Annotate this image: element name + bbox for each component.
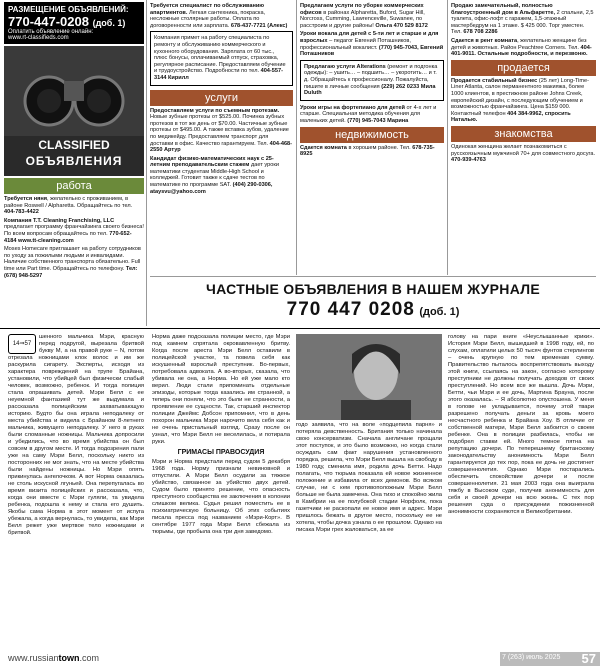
page-footer bbox=[0, 652, 600, 666]
ad-c2-3: Предоставляем услуги по съемным протезам. Новые зубные протезы от $525.00. Починка зубных протезов в тот же день от $70.00. Частичные зубные протезы от $495.00. А также вставка зубов, удаление по медикейду. Предоставляем транспорт для доставки в офис. Качество гарантируем. Тел. 404-468-2550 Артур bbox=[150, 107, 293, 154]
article-subheading: ГРИМАСЫ ПРАВОСУДИЯ bbox=[177, 449, 265, 456]
ad-c2-2-box bbox=[150, 31, 293, 85]
private-ads-banner bbox=[150, 276, 596, 327]
page-number-box bbox=[500, 652, 600, 666]
binoculars-icon bbox=[4, 46, 144, 136]
article-text-1: шенного мальчика Мэри, красную перед подругой, вырезала бритвой букву М, а на правой руке – N, потом отрезала ножницами клок волос и им же раскурила сигарету. Эксперты, исходя из характера повреждений на трупе Брайана, установили, что убийцей был физически слабый человек, возможно, ребенок. И тогда полиция стала опрашивать детей. Мэри Белл с ее неуемной фантазией тут же выдумала и рассказала полицейским захватывающую историю. Будто бы она играла неподалеку от места убийства и видела с Брайаном 8-летнего мальчика, живущего неподалеку. У него в руках были сломанные ножницы. Мальчика допросили и убедились, что во время убийства он был совсем в другом месте. И тогда подозрения пали уже на саму Мэри Белл, поскольку никто из посторонних не мог знать, что на месте убийства были найдены ножницы. Но Мэри опять прикинулась ангелочком. А вот Норма оказалась не столь искусной лгуньей. Она перепугалась во время визита полицейских и рассказала, что, когда они вместе с Мэри гуляли, та увидела ребенка, подошла к нему и стала его душить. Якобы сама Норма в этот момент от испуга убежала, а когда вернулась, то увидела, как Мэри Белл режет уже мертвое тело ножницами и бритвой. bbox=[8, 334, 144, 536]
placement-title: РАЗМЕЩЕНИЕ ОБЪЯВЛЕНИЙ: bbox=[8, 5, 129, 14]
section-work: работа bbox=[4, 178, 144, 194]
article-col-4 bbox=[448, 334, 594, 516]
banner-ext: (доб. 1) bbox=[419, 306, 460, 318]
placement-phone-row bbox=[8, 14, 140, 29]
article-text-2a: Норма даже подсказала полиции место, где Мэри под камнем спрятала окровавленную бритву. Когда после ареста Мэри Белл оставили в полицейской участке, та повела себя как искушенный взрослый преступник. Во-первых, потребовала адвоката. А во-вторых, сказала, что убивала не она, а Норма. Но ей уже мало кто верил. Люди стали припоминать отдельные эпизоды, которые тогда казались им странной, а теперь они поняли, что это были не странности, а проявление ее сущности. Так, старший инспектор полиции Джеймс Добсон припомнил, что в день похорон мальчика Мэри нарочито вела себя как и не очень пристальный взгляд. Сразу после он узнал, что Мэри Белл не веселилась, и потирала руки. bbox=[152, 334, 290, 445]
ad-c3-4: Уроки игры на фортепиано для детей от 4-х лет и старше. Специальная методика обучения для маленьких детей. (770) 945-7043 Марина bbox=[300, 104, 437, 124]
placement-ext: (доб. 1) bbox=[92, 18, 126, 28]
article-col-1 bbox=[8, 334, 144, 537]
ad-c1-1: Требуется няня, желательно с проживанием, в районе Roswell / Alpharetta. Обращайтесь по тел. 404-783-4422 bbox=[4, 196, 133, 216]
ad-c4-2: Сдается в рент комната, желательно женщине без детей и животных. Район Peachtree Corners. Тел. 404-401-9011. Остальные подробности, и перезвоню. bbox=[451, 37, 592, 58]
column-2 bbox=[150, 0, 293, 197]
placement-url[interactable]: www.rt-classifieds.com bbox=[8, 35, 69, 41]
article-col-2 bbox=[152, 334, 290, 536]
ad-c1-3: Moses Homecare приглашает на работу сотрудников по уходу за пожилыми людьми и инвалидами. Наличие собственного транспорта обязательно. Full time или Part time. Обращайтесь по телефону. Тел: (678) 948-5297 bbox=[4, 246, 141, 279]
ad-c4-4: Одинокая женщина желает познакомиться с русскоязычным мужчиной 70+ для совместного досуга. 470-939-4763 bbox=[451, 143, 596, 164]
section-rule bbox=[0, 328, 600, 329]
ad-c3-3: Предлагаю услуги Alterations (ремонт и подгонка одежды): – ушить… – подшить… – укоротить… и т. д. Обращайтесь к профессионалу. Пожалуйста, пишите в личные сообщения (229) 262 0233 Мила Duluth bbox=[304, 63, 438, 97]
crime-icon: 14⇒57 bbox=[8, 334, 36, 354]
article-photo bbox=[296, 334, 442, 420]
divider-2 bbox=[296, 0, 297, 275]
ad-c4-1: Продаю замечательный, полностью благоустроенный дом в Альфаретте, 2 спальни, 2,5 туалета, офис-лофт с гаражем, 1,5-этажный мастербедрум на 1 этаже. $ 425 000. Торг уместен. Тел. 678 708 2286 bbox=[451, 3, 594, 36]
section-services: услуги bbox=[150, 90, 293, 106]
ad-c2-1: Требуется специалист по обслуживанию апартментов. Легкая сантехника, покраска, несложные столярные работы. Оплата по договоренности или зарплата. 678-437-7721 (Алекс) bbox=[150, 3, 288, 29]
divider-1 bbox=[146, 0, 147, 326]
column-4 bbox=[451, 0, 596, 166]
classified-title: ОБЪЯВЛЕНИЯ bbox=[25, 154, 123, 168]
issue-info: 7 (263) июль 2025 bbox=[502, 654, 561, 661]
ad-c4-3: Продается стабильный бизнес (25 лет) Long-Time-Liner Atlanta, салон перманентного макияжа, более 1000 клиентов, в престижном районе Johns Creek, европейский дизайн, с последующим обучением и возможностью франчайзинга. Цена $159 000. Контактный телефон 404 384-9962, спросить Наталью. bbox=[451, 77, 590, 124]
ad-c3-3-box bbox=[300, 60, 444, 101]
footer-url[interactable]: www.russiantown.com bbox=[8, 653, 100, 663]
banner-title: ЧАСТНЫЕ ОБЪЯВЛЕНИЯ В НАШЕМ ЖУРНАЛЕ bbox=[205, 281, 541, 297]
page-number: 57 bbox=[581, 651, 596, 666]
article-text-3: годо заявила, что на воле «подцепила парня» и потеряла девственность. Британия только начинала свою консерватизм. Сначала англичане прощали этот поступок, и это было возможно, но когда стали осуждать сам факт нарушения установленного порядка, решила, что Мэри Белл вышла на свободу в 1980 году, сменила имя, родила дочь Бетти. Надо полагать, что тюрьма показала ей новое жизненное положение и избавила от всех демонов. Во всяком случае, ни с кем противоположным Мэри Белл больше не была замечена. Она тихо и спокойно жила в Камбрии на ее полубокой стадии Норфолк, пока газетчики не раскопали ее новое имя и адрес. Мэри пришлось бежать в другое место, поскольку ее не хотела, чтобы дочка узнала о ее прошлом. Однако на писака Мэри грех жаловаться, за ее bbox=[296, 422, 442, 533]
ad-c3-2: Уроки вокала для детей с 5-ти лет и старше и для взрослых – педагог Евгений Поташников, профессиональный вокалист. (770) 945-7043, Евгений Поташников bbox=[300, 31, 444, 58]
placement-phone: 770-447-0208 bbox=[8, 14, 89, 29]
banner-phone-row bbox=[150, 299, 596, 321]
ad-c2-4: Кандидат физико-математических наук с 25-летним преподавательским стажем дает уроки математики студентам Middle-High School и колледжей. Готовит также к сдаче тестов по математике по программе SAT. (404) 290-0306, ataysvu@yahoo.com bbox=[150, 155, 279, 195]
section-realty: недвижимость bbox=[300, 127, 444, 143]
article-text-2b: Мэри и Норма предстали перед судом 5 декабря 1968 года. Норму признали невиновной и отпустили. А Мэри Белл осудили за тяжкое убийство, связанное за убийство двух детей. Судом было принято решение, что опасность преступного сообщества ее заключения в колонии слишком велика. Судья решил поместить ее в психиатрическую больницу. Об этих событиях писала пресса под названием «Мэри-Корт». В сентябре 1977 года Мэри Белл сбежала из тюрьмы, где пробыла она три дня заведомо. bbox=[152, 459, 290, 535]
column-3 bbox=[300, 0, 444, 160]
placement-line: Оплатить объявление онлайн: bbox=[8, 29, 94, 35]
portrait-image bbox=[296, 334, 442, 420]
placement-box bbox=[4, 2, 144, 44]
ad-c2-2: Компания примет на работу специалиста по ремонту и обслуживанию коммерческого и кухонного оборудования. Зарплата от 60 тыс., плюс бонусы, оплачиваемый отпуск, страховка, регулярное расписание. Предоставляем обучение и трудоустройство. Подробности по тел. 404-557-3144 Кирилл bbox=[154, 35, 286, 81]
ad-c1-2: Компания T.T. Cleaning Franchising, LLC предлагает программу франчайзинга своего бизнеса! По всем вопросам обращайтесь по тел. 770-652-4184 www.tt-cleaning.com bbox=[4, 217, 144, 244]
classified-image bbox=[4, 46, 144, 176]
article-text-4: голову на пари книге «Неуслышанные крики». История Мэри Белл, вышедшей в 1998 году, ей, по слухам, оплатили целых 50 тысяч фунтов стерлингов – очень крупную по тем временам сумму. Правительство пыталось воспрепятствовать выходу этой книги, ссылаясь на закон, согласно которому преступники не должны получать доходов от своих преступлений. Но всем все же вышла. Дочь Мэри, Бетти, чьи Мэри и ее дочь, Мартина Брауна, после этого оказалась. – Я абсолютно опустошена. У меня в голове не укладывается, почему этой твари разрешено получать деньги за кровь моего несчастного ребенка и Брайана Хоу. В отличие от собственной матери, Мэри Белл забоится о своем ребенке. Она в полиции разбилась, чтобы не подобрел ставки ей. Много темное пятна на репутацию дочери. По теперешнему британскому законодательству анонимность Мэри Белл гарантируется до тех пор, пока ее дочь не достигнет совершеннолетия. Однако Мэри постарались обеспечить спокойствие дочери и после совершеннолетия. 21 мая 2003 года она выиграла тяжбу в Высоком суде, получив анонимность для себя и своей дочери на всю жизнь. С тех пор решения суда о присуждении пожизненной анонимности сохраняются в Великобритании. bbox=[448, 334, 594, 515]
divider-3 bbox=[447, 0, 448, 275]
classified-label: CLASSIFIED bbox=[38, 138, 110, 152]
ad-c3-1: Предлагаем услуги по уборке коммерческих офисов в районах Alpharetta, Buford, Sugar Hill, Norcross, Cumming, Lawrenceville, Suwanee, по расстроим и другие районы! Ольга 470 529 8172 bbox=[300, 3, 428, 29]
section-sell: продается bbox=[451, 60, 596, 76]
article-col-3 bbox=[296, 334, 442, 534]
ad-c3-5: Сдается комната в хорошем районе. Тел. 678-735-8925 bbox=[300, 144, 435, 158]
column-1 bbox=[4, 0, 144, 281]
section-dating: знакомства bbox=[451, 126, 596, 142]
banner-phone: 770 447 0208 bbox=[286, 299, 415, 320]
